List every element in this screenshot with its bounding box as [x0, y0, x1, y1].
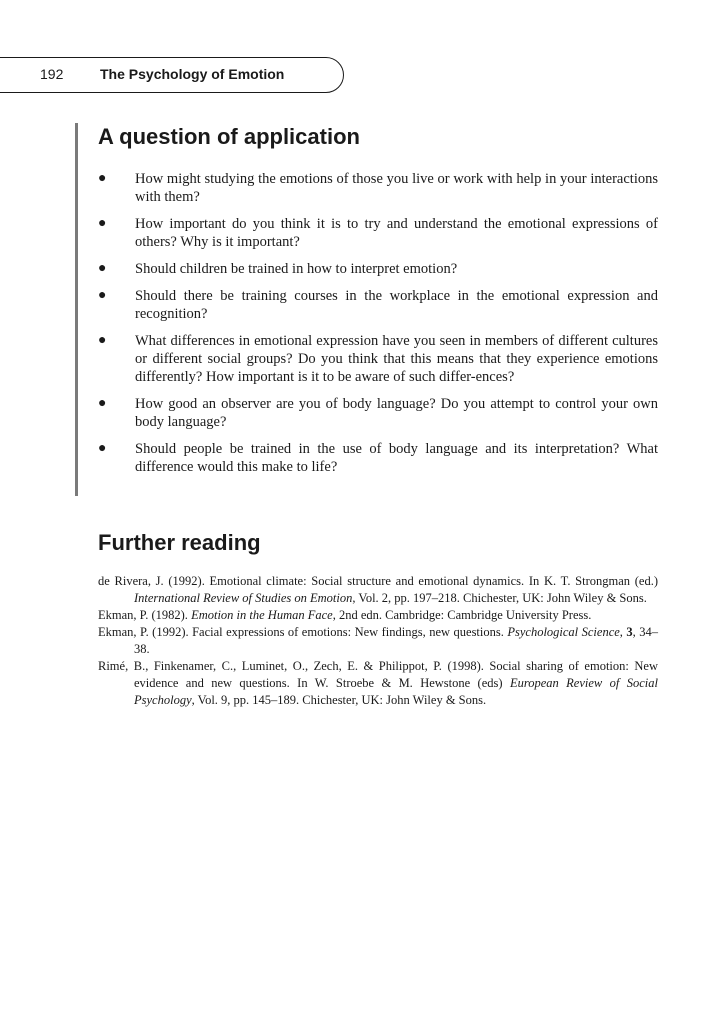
reference-title: International Review of Studies on Emotion: [134, 591, 353, 605]
question-item: [98, 440, 658, 476]
running-title: The Psychology of Emotion: [100, 66, 285, 82]
page-number: 192: [40, 66, 64, 82]
reference-text: Ekman, P. (1982).: [98, 608, 192, 622]
bullet-icon: ●: [98, 441, 107, 456]
reference-item: [98, 624, 658, 658]
reference-text: Rimé, B., Finkenamer, C., Luminet, O., Zech, E. & Philippot, P. (1998). Social sharing of emotion: New evidence and new questions. In W. Stroebe & M. Hewstone (eds): [98, 659, 658, 690]
bullet-icon: ●: [98, 261, 107, 276]
application-title: A question of application: [98, 124, 360, 149]
reference-title: European Review of Social Psychology: [134, 676, 658, 707]
question-item: [98, 395, 658, 431]
reference-list: [98, 573, 658, 709]
question-text: Should children be trained in how to interpret emotion?: [135, 261, 458, 277]
reference-text: de Rivera, J. (1992). Emotional climate: Social structure and emotional dynamics. In K. T. Strongman (ed.): [98, 574, 658, 588]
reference-text: , 2nd edn. Cambridge: Cambridge University Press.: [332, 608, 592, 622]
question-item: [98, 260, 658, 278]
running-header: [0, 57, 344, 93]
question-item: [98, 332, 658, 386]
question-item: [98, 170, 658, 206]
further-reading-title: Further reading: [98, 530, 261, 555]
question-text: How important do you think it is to try and understand the emotional expressions of others? Why is it important?: [135, 216, 658, 250]
reference-text: , Vol. 9, pp. 145–189. Chichester, UK: John Wiley & Sons.: [191, 693, 487, 707]
reference-text: , Vol. 2, pp. 197–218. Chichester, UK: John Wiley & Sons.: [352, 591, 647, 605]
reference-text: Ekman, P. (1992). Facial expressions of emotions: New findings, new questions.: [98, 625, 508, 639]
question-text: How might studying the emotions of those you live or work with help in your interactions with them?: [135, 171, 658, 205]
question-text: What differences in emotional expression have you seen in members of different cultures or different social groups? Do you think that this means that they experience emotions differently? How important is it to be aware of such differ-ences?: [135, 333, 658, 385]
reference-title: Psychological Science: [507, 625, 620, 639]
section-side-bar: [75, 123, 78, 496]
question-text: Should people be trained in the use of body language and its interpretation? What difference would this make to life?: [135, 441, 658, 475]
question-text: Should there be training courses in the workplace in the emotional expression and recognition?: [135, 288, 658, 322]
question-item: [98, 287, 658, 323]
question-item: [98, 215, 658, 251]
reference-item: [98, 573, 658, 607]
reference-text: , 34–38.: [134, 625, 659, 656]
reference-item: [98, 658, 658, 709]
bullet-icon: ●: [98, 396, 107, 411]
bullet-icon: ●: [98, 288, 107, 303]
question-text: How good an observer are you of body language? Do you attempt to control your own body language?: [135, 396, 658, 430]
bullet-icon: ●: [98, 171, 107, 186]
reference-volume: 3: [626, 625, 633, 639]
reference-item: [98, 607, 658, 624]
bullet-icon: ●: [98, 333, 107, 348]
reference-title: Emotion in the Human Face: [191, 608, 333, 622]
reference-text: ,: [619, 625, 627, 639]
bullet-icon: ●: [98, 216, 107, 231]
question-list: [98, 170, 658, 485]
